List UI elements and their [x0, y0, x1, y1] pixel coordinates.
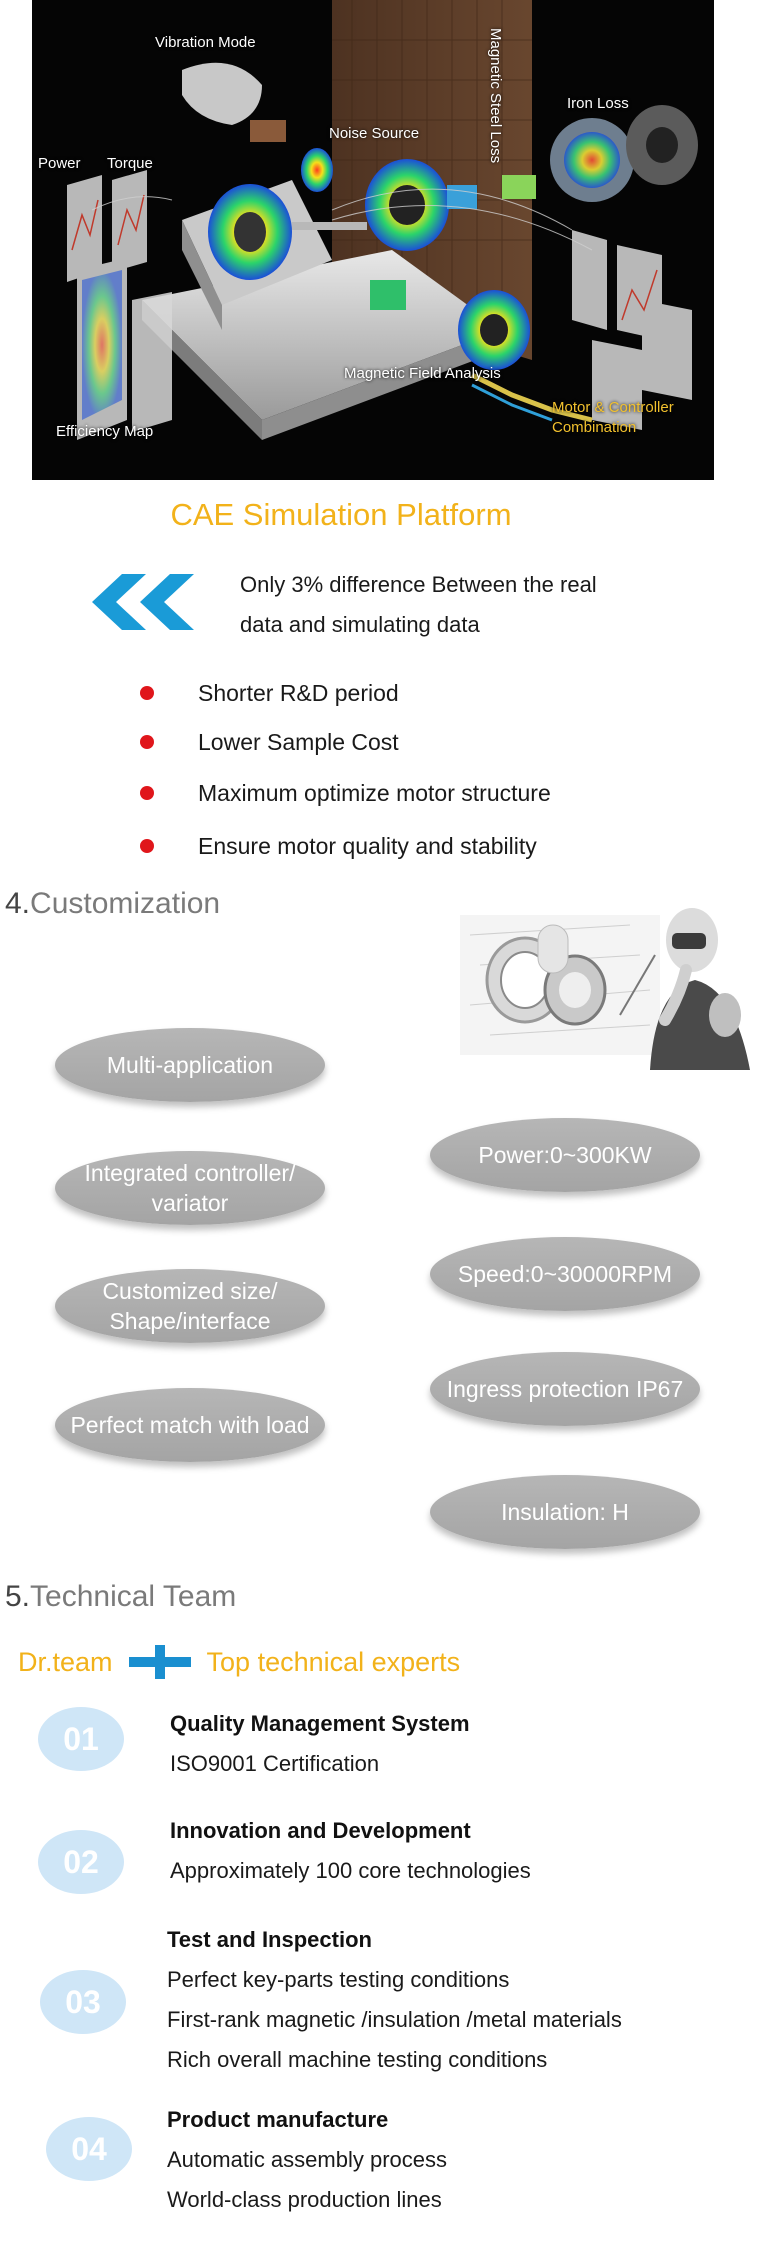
- spec-pill: Power:0~300KW: [430, 1118, 700, 1192]
- cae-title: CAE Simulation Platform: [170, 497, 512, 532]
- label-noise-source: Noise Source: [329, 125, 420, 142]
- item-line: ISO9001 Certification: [170, 1751, 380, 1776]
- item-title: Product manufacture: [167, 2107, 389, 2132]
- step-number-badge: 03: [40, 1970, 126, 2034]
- label-motor-controller-combination: Motor & Controller Combination: [552, 399, 674, 436]
- step-number-badge: 01: [38, 1707, 124, 1771]
- bullet-dot-icon: [140, 786, 154, 800]
- item-title: Quality Management System: [170, 1711, 470, 1736]
- item-line: First-rank magnetic /insulation /metal materials: [167, 2007, 622, 2032]
- label-torque: Torque: [107, 155, 153, 172]
- customization-heading: [5, 887, 220, 921]
- item-line: Perfect key-parts testing conditions: [167, 1967, 510, 1992]
- label-iron-loss: Iron Loss: [567, 95, 629, 112]
- label-magnetic-field-analysis: Magnetic Field Analysis: [344, 365, 501, 382]
- plus-icon: [129, 1645, 191, 1679]
- benefit-text: Shorter R&D period: [198, 679, 399, 706]
- item-line: World-class production lines: [167, 2187, 442, 2212]
- cae-description: [240, 565, 710, 645]
- bullet-dot-icon: [140, 686, 154, 700]
- label-vibration-mode: Vibration Mode: [155, 34, 256, 51]
- bullet-dot-icon: [140, 735, 154, 749]
- spec-pill: Speed:0~30000RPM: [430, 1237, 700, 1311]
- label-efficiency-map: Efficiency Map: [56, 423, 154, 440]
- feature-pill: Customized size/ Shape/interface: [55, 1269, 325, 1343]
- robot-with-bearings-image: [450, 895, 755, 1070]
- benefit-list-item: [140, 725, 399, 759]
- label-magnetic-steel-loss: Magnetic Steel Loss: [487, 28, 504, 164]
- feature-pill: Multi-application: [55, 1028, 325, 1102]
- step-number-badge: 04: [46, 2117, 132, 2181]
- benefit-list-item: [140, 776, 551, 810]
- section-title: Customization: [30, 887, 221, 920]
- double-chevron-left-icon: [92, 574, 200, 630]
- feature-pill: Integrated controller/ variator: [55, 1151, 325, 1225]
- section-number: 4.: [5, 887, 31, 920]
- item-line: Rich overall machine testing conditions: [167, 2047, 548, 2072]
- benefit-text: Ensure motor quality and stability: [198, 832, 537, 859]
- cae-description-line: Only 3% difference Between the real: [240, 572, 597, 597]
- technical-team-heading: [5, 1580, 236, 1614]
- feature-pill: Perfect match with load: [55, 1388, 325, 1462]
- item-line: Approximately 100 core technologies: [170, 1858, 531, 1883]
- item-title: Innovation and Development: [170, 1818, 471, 1843]
- spec-pill: Ingress protection IP67: [430, 1352, 700, 1426]
- section-number: 5.: [5, 1580, 31, 1613]
- cae-description-line: data and simulating data: [240, 612, 480, 637]
- spec-pill: Insulation: H: [430, 1475, 700, 1549]
- team-left-label: Dr.team: [18, 1646, 113, 1677]
- hero-simulation-image: [32, 0, 714, 480]
- team-composition: [18, 1642, 460, 1682]
- item-title: Test and Inspection: [167, 1927, 372, 1952]
- benefit-text: Maximum optimize motor structure: [198, 779, 551, 806]
- benefit-text: Lower Sample Cost: [198, 728, 399, 755]
- benefit-list-item: [140, 676, 399, 710]
- benefit-list-item: [140, 829, 537, 863]
- item-line: Automatic assembly process: [167, 2147, 447, 2172]
- label-power: Power: [38, 155, 81, 172]
- team-right-label: Top technical experts: [206, 1646, 461, 1677]
- section-title: Technical Team: [30, 1580, 237, 1613]
- step-number-badge: 02: [38, 1830, 124, 1894]
- bullet-dot-icon: [140, 839, 154, 853]
